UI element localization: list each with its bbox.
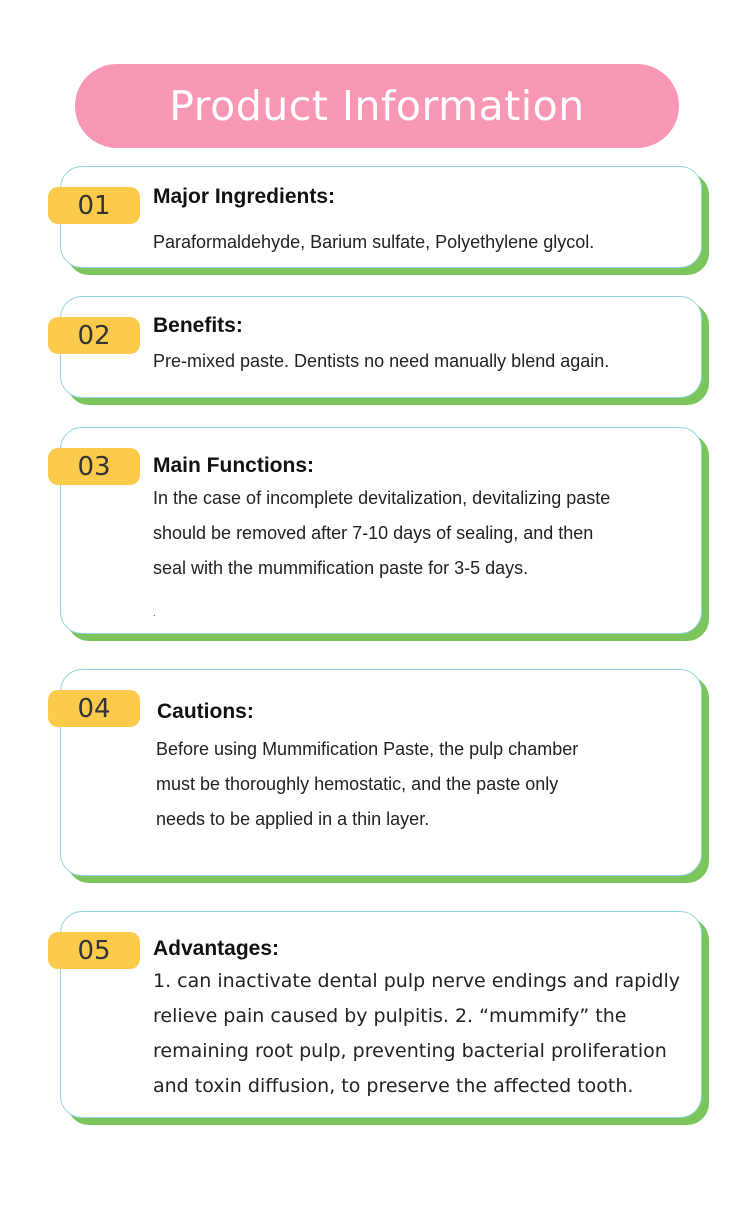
section-card-functions [60,427,702,634]
body-line: seal with the mummification paste for 3-5 days. [153,558,529,578]
section-body [153,344,698,379]
body-line: relieve pain caused by pulpitis. 2. “mummify” the [153,1005,627,1027]
section-body [153,481,698,586]
body-line: should be removed after 7-10 days of sealing, and then [153,523,594,543]
body-line: Paraformaldehyde, Barium sulfate, Polyethylene glycol. [153,232,595,252]
header-banner [75,64,679,148]
section-title: Cautions: [157,700,254,723]
section-number-badge: 05 [48,932,140,969]
section-number-badge: 02 [48,317,140,354]
section-title: Main Functions: [153,454,314,477]
section-card-ingredients [60,166,702,268]
body-line: 1. can inactivate dental pulp nerve endings and rapidly [153,970,681,992]
body-line: must be thoroughly hemostatic, and the paste only [156,774,559,794]
section-title: Benefits: [153,314,243,337]
section-number-badge: 01 [48,187,140,224]
body-line: remaining root pulp, preventing bacterial proliferation [153,1040,667,1062]
section-number-badge: 04 [48,690,140,727]
body-line: Pre-mixed paste. Dentists no need manually blend again. [153,351,610,371]
section-body [153,225,698,260]
trailing-mark: . [153,608,156,619]
body-line: Before using Mummification Paste, the pulp chamber [156,739,579,759]
section-card-cautions [60,669,702,876]
section-body [153,964,693,1104]
section-title: Major Ingredients: [153,185,336,208]
section-number-badge: 03 [48,448,140,485]
body-line: needs to be applied in a thin layer. [156,809,430,829]
section-card-advantages [60,911,702,1118]
section-title: Advantages: [153,937,280,960]
body-line: In the case of incomplete devitalization, devitalizing paste [153,488,611,508]
page-title: Product Information [169,82,585,130]
body-line: and toxin diffusion, to preserve the affected tooth. [153,1075,634,1097]
section-body [156,732,701,837]
section-card-benefits [60,296,702,398]
